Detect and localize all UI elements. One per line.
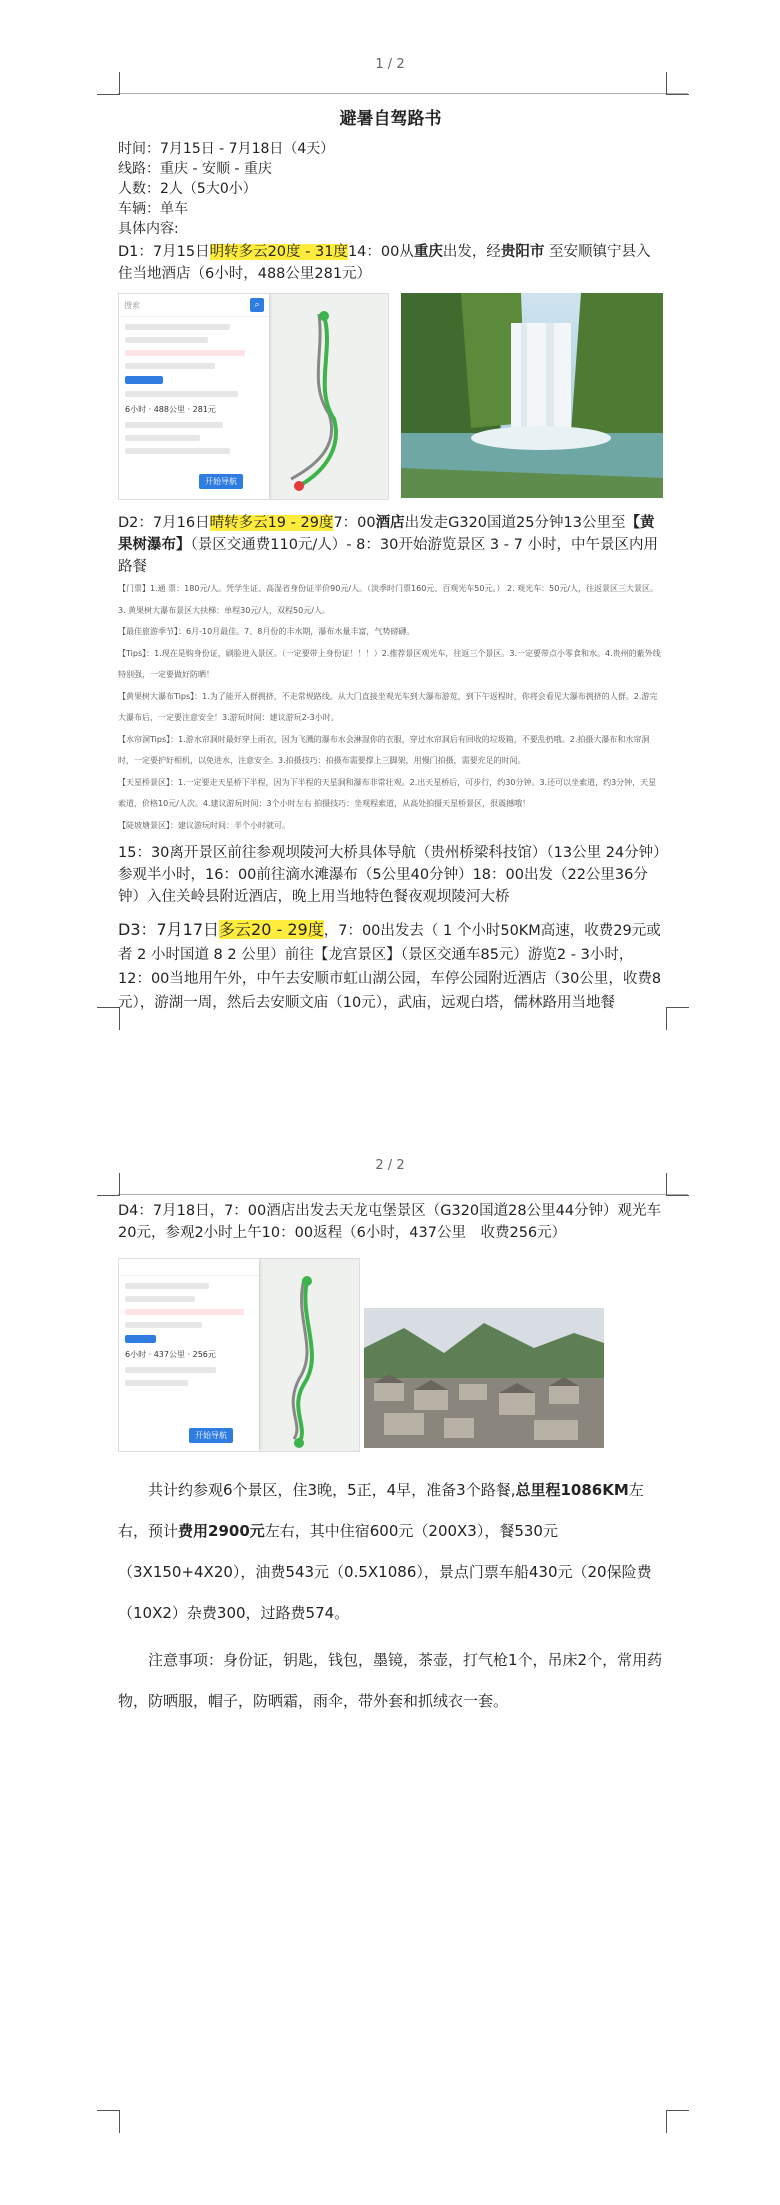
- note-tips: 【Tips】：1.现在是购身份证，刷脸进入景区。（一定要带上身份证！！！）2.推荐景区观光车，往返三个景区。3.一定要带点小零食和水。4.贵州的紫外线特别强，一定要做好防晒！: [118, 648, 661, 679]
- crop-mark: [97, 1173, 120, 1196]
- day2-date: D2：7月16日: [118, 515, 210, 531]
- day1-text-c: 至安顺镇宁县入住当地酒店（6小时，488公里281元）: [118, 244, 651, 282]
- waterfall-image: [401, 293, 663, 498]
- day2-text-c: （景区交通费110元/人）- 8：30开始游览景区 3 - 7 小时，中午景区内用路餐: [118, 537, 658, 575]
- crop-mark: [666, 1173, 689, 1196]
- summary-text-e: 左右，其中住宿600元（200X3），餐530元（3X150+4X20），油费543元（0.5X1086），景点门票车船430元（20保险费（10X2）杂费300，过路费574。: [118, 1522, 652, 1622]
- summary-total-cost: 费用2900元: [178, 1522, 265, 1540]
- navigate-button[interactable]: 开始导航: [199, 474, 243, 489]
- day1-text-a: 14：00从: [347, 244, 414, 260]
- crop-mark: [666, 1007, 689, 1030]
- info-line: 车辆：单车: [118, 201, 188, 217]
- note-cave-tips: 【水帘洞Tips】：1.游水帘洞时最好穿上雨衣，因为飞溅的瀑布水会淋湿你的衣服，穿过水帘洞后有回收的垃圾箱，不要乱扔哦。2.拍摄大瀑布和水帘洞时，一定要护好相机，以免进水，注意安全。3.拍摄技巧：拍摄布需要撑上三脚架，用慢门拍摄，需要充足的时间。: [118, 734, 650, 765]
- summary-text-a: 共计约参观6个景区，住3晚，5正，4早，准备3个路餐,: [148, 1481, 516, 1499]
- day2-continued: 15：30离开景区前往参观坝陵河大桥具体导航（贵州桥梁科技馆）（13公里 24分钟）参观半小时，16：00前往滴水滩瀑布（5公里40分钟）18：00出发（22公里36分钟）入住关岭县附近酒店，晚上用当地特色餐夜观坝陵河大桥: [118, 845, 661, 905]
- note-season: 【最佳旅游季节】：6月-10月最佳。7、8月份的丰水期，瀑布水量丰富，气势磅礴。: [118, 627, 415, 636]
- page-2-content: [118, 1200, 663, 1722]
- day3-body: ，7：00出发去（ 1 个小时50KM高速，收费29元或者 2 小时国道 8 2 公里）前往【龙宫景区】（景区交通车85元）游览2 - 3小时，12：00当地用午外，中午去安顺市虹山湖公园，车停公园附近酒店（30公里，收费8元），游湖一周，然后去安顺文庙（10元），武庙，远观白塔，儒林路用当地餐: [118, 923, 662, 1011]
- note-doupotang: 【陡坡塘景区】：建议游玩时间：半个小时就可。: [118, 820, 290, 830]
- note-tianxingqiao: 【天星桥景区】：1.一定要走天星桥下半程，因为下半程的天星洞和瀑布非常壮观。2.出天星桥后，可步行，约30分钟。3.还可以坐索道，约3分钟，天星索道，价格10元/人次。4.建议游玩时间：3个小时左右 拍摄技巧：坐观程索道，从高处拍摄天星桥景区，很震撼哦！: [118, 777, 657, 808]
- day1-place-chongqing: 重庆: [413, 244, 443, 260]
- page-number: 2 / 2: [375, 1158, 405, 1173]
- note-tickets: 【门票】1.通 票：180元/人。凭学生证、高湿省身份证半价90元/人。（淡季时门票160元、百观光车50元。） 2. 观光车：50元/人，往返景区三大景区。3. 黄果树大瀑布景区大扶梯：单程30元/人，双程50元/人。: [118, 584, 659, 615]
- crop-mark: [97, 2110, 120, 2133]
- route-map-2[interactable]: [118, 1258, 360, 1452]
- header-rule: [118, 1194, 688, 1195]
- day3-text: [118, 918, 663, 1015]
- day2-notes: [118, 578, 663, 836]
- day4-images: [118, 1258, 663, 1452]
- route-map-1[interactable]: [118, 293, 389, 500]
- trip-info: [118, 139, 663, 239]
- day2-hotel: 酒店: [375, 515, 405, 531]
- doc-title: 避暑自驾路书: [339, 109, 442, 129]
- route-line-1: [119, 294, 389, 499]
- summary-text-c: 左右，预计: [118, 1481, 644, 1540]
- day1-date: D1：7月15日: [118, 244, 210, 260]
- waterfall-photo: [401, 293, 663, 498]
- page-1-content: [118, 104, 663, 1015]
- summary-checklist: 注意事项：身份证，钥匙，钱包，墨镜，茶壶，打气枪1个，吊床2个，常用药物，防晒服，帽子，防晒霜，雨伞，带外套和抓绒衣一套。: [118, 1651, 663, 1710]
- day3-date: D3：7月17日: [118, 920, 220, 939]
- navigate-button[interactable]: 开始导航: [189, 1428, 233, 1443]
- info-line: 具体内容:: [118, 221, 179, 237]
- page-number: 1 / 2: [375, 57, 405, 72]
- day2-text-b: 出发走G320国道25分钟13公里至: [404, 515, 626, 531]
- search-icon[interactable]: ⌕: [250, 298, 264, 312]
- day4-text: D4：7月18日，7：00酒店出发去天龙屯堡景区（G320国道28公里44分钟）观光车20元，参观2小时上午10：00返程（6小时，437公里 收费256元）: [118, 1203, 662, 1241]
- day1-place-guiyang: 贵阳市: [500, 244, 545, 260]
- day2-text-a: 7：00: [333, 515, 376, 531]
- crop-mark: [97, 1007, 120, 1030]
- info-line: 时间：7月15日 - 7月18日（4天）: [118, 141, 335, 157]
- village-image: [364, 1308, 604, 1448]
- day3-weather: 多云20 - 29度: [219, 920, 324, 939]
- summary-total-distance: 总里程1086KM: [515, 1481, 629, 1499]
- info-line: 线路：重庆 - 安顺 - 重庆: [118, 161, 272, 177]
- day2-text: [118, 512, 663, 578]
- summary-costs: [118, 1470, 663, 1634]
- page-2: [0, 1150, 780, 2205]
- day1-text: [118, 241, 663, 285]
- note-waterfall-tips: 【黄果树大瀑布Tips】：1.为了能开入群拥挤，不走常规路线。从大门直接坐观光车到大瀑布游览，到下午返程时，你将会看见大瀑布拥挤的人群。2.游完大瀑布后，一定要注意安全！3.游玩时间：建议游玩2-3小时。: [118, 691, 658, 722]
- day2-weather: 晴转多云19 - 29度: [209, 515, 334, 531]
- day2-huangguoshu: 【黄果树瀑布】: [118, 515, 655, 553]
- route-summary: 6小时 · 437公里 · 256元: [125, 1350, 216, 1359]
- crop-mark: [97, 72, 120, 95]
- day1-weather: 明转多云20度 - 31度: [209, 244, 348, 260]
- page-1: [0, 0, 780, 1050]
- village-photo: [364, 1308, 604, 1448]
- map-search-input[interactable]: 搜索: [124, 300, 140, 310]
- trip-summary: [118, 1470, 663, 1722]
- header-rule: [118, 93, 688, 94]
- route-line-2: [119, 1259, 359, 1451]
- info-line: 人数：2人（5大0小）: [118, 181, 257, 197]
- route-summary: 6小时 · 488公里 · 281元: [125, 405, 216, 414]
- crop-mark: [666, 2110, 689, 2133]
- day1-images: [118, 293, 663, 500]
- crop-mark: [666, 72, 689, 95]
- day1-text-b: 出发，经: [442, 244, 501, 260]
